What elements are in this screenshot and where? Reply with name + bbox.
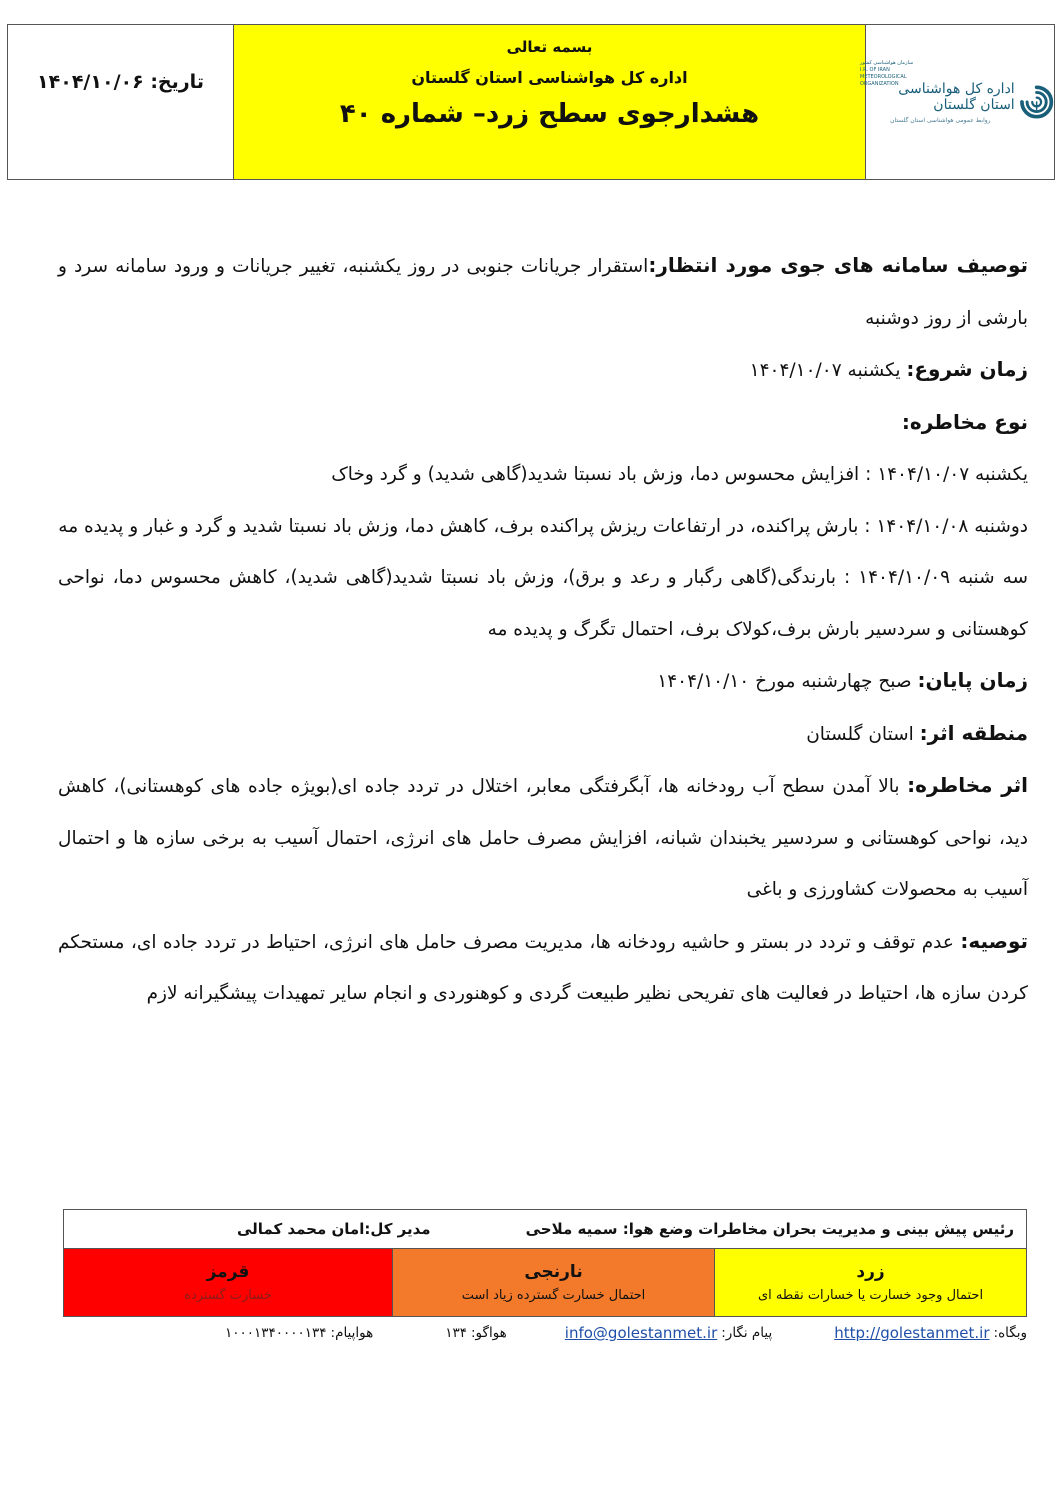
warning-title: هشدارجوی سطح زرد– شماره ۴۰ bbox=[339, 99, 760, 129]
start-section bbox=[58, 344, 1028, 397]
hazard-type-section bbox=[58, 397, 1028, 450]
director-name: مدیر کل:امان محمد کمالی bbox=[237, 1220, 431, 1238]
meteorological-organization-logo-icon bbox=[1019, 78, 1054, 126]
advice-text: عدم توقف و تردد در بستر و حاشیه رودخانه ها، مدیریت مصرف حامل های انرژی، احتیاط در تردد جاده ای، مستحکم کردن سازه ها، احتیاط در فعالیت های تفریحی نظیر طبیعت گردی و کوهنوردی و انجام سایر تمهیدات پیشگیرانه لازم bbox=[58, 931, 1028, 1004]
sms-contact bbox=[225, 1325, 373, 1341]
systems-section bbox=[58, 240, 1028, 344]
systems-label: توصیف سامانه های جوی مورد انتظار: bbox=[648, 253, 1028, 277]
level-red bbox=[64, 1249, 392, 1316]
area-text: استان گلستان bbox=[806, 723, 920, 745]
organization-name: اداره کل هواشناسی استان گلستان bbox=[411, 68, 688, 87]
email-label: پیام نگار: bbox=[721, 1325, 773, 1341]
logo-cell bbox=[860, 25, 1054, 179]
phone-label: هواگو: bbox=[471, 1325, 507, 1341]
area-section bbox=[58, 708, 1028, 761]
title-cell bbox=[234, 25, 866, 179]
logo-persian-subtitle: روابط عمومی هواشناسی استان گلستان bbox=[890, 116, 991, 124]
end-label: زمان پایان: bbox=[917, 668, 1028, 692]
start-label: زمان شروع: bbox=[906, 357, 1028, 381]
level-orange-desc: احتمال خسارت گسترده زیاد است bbox=[461, 1288, 646, 1303]
sms-number: ۱۰۰۰۱۳۴۰۰۰۰۱۳۴ bbox=[225, 1325, 327, 1341]
website-label: وبگاه: bbox=[993, 1325, 1027, 1341]
website-contact bbox=[834, 1324, 1027, 1342]
end-section bbox=[58, 655, 1028, 708]
document-header bbox=[7, 24, 1055, 180]
warning-levels-legend bbox=[64, 1249, 1026, 1316]
forecast-head-name: رئیس پیش بینی و مدیریت بحران مخاطرات وضع هوا: سمیه ملاحی bbox=[525, 1220, 1014, 1238]
organization-logo bbox=[860, 60, 1054, 126]
invocation: بسمه تعالی bbox=[506, 38, 593, 56]
end-text: صبح چهارشنبه مورخ ۱۴۰۴/۱۰/۱۰ bbox=[657, 671, 918, 692]
level-orange bbox=[392, 1249, 714, 1316]
impact-text: بالا آمدن سطح آب رودخانه ها، آبگرفتگی معابر، اختلال در تردد جاده ای(بویژه جاده های کوهستانی)، کاهش دید، نواحی کوهستانی و سردسیر یخبندان شبانه، افزایش مصرف حامل های انرژی، احتمال آسیب به برخی سازه ها و احتمال آسیب به محصولات کشاورزی و باغی bbox=[58, 776, 1028, 900]
level-red-desc: خسارت گسترده bbox=[184, 1288, 272, 1303]
email-contact bbox=[565, 1324, 772, 1342]
footer-table bbox=[63, 1209, 1027, 1317]
level-yellow-desc: احتمال وجود خسارت یا خسارات نقطه ای bbox=[757, 1288, 984, 1303]
level-yellow bbox=[714, 1249, 1026, 1316]
level-orange-title: نارنجی bbox=[524, 1262, 583, 1282]
phone-number: ۱۳۴ bbox=[445, 1325, 467, 1341]
contact-row bbox=[63, 1320, 1027, 1346]
start-text: یکشنبه ۱۴۰۴/۱۰/۰۷ bbox=[749, 360, 907, 381]
signatories-row bbox=[64, 1210, 1026, 1249]
hazard-type-label: نوع مخاطره: bbox=[901, 409, 1028, 434]
sms-label: هواپیام: bbox=[330, 1325, 374, 1341]
logo-persian-title: اداره کل هواشناسی استان گلستان bbox=[898, 80, 1015, 113]
impact-section bbox=[58, 760, 1028, 916]
website-link[interactable]: http://golestanmet.ir bbox=[834, 1324, 990, 1342]
advice-section bbox=[58, 916, 1028, 1020]
level-yellow-title: زرد bbox=[856, 1262, 885, 1282]
email-link[interactable]: info@golestanmet.ir bbox=[564, 1324, 718, 1342]
hazard-day-monday: دوشنبه ۱۴۰۴/۱۰/۰۸ : بارش پراکنده، در ارتفاعات ریزش پراکنده برف، کاهش دما، وزش باد نسبتا شدید و گرد و غبار و پدیده مه bbox=[58, 515, 1028, 537]
impact-label: اثر مخاطره: bbox=[907, 773, 1029, 797]
systems-text: استقرار جریانات جنوبی در روز یکشنبه، تغییر جریانات و ورود سامانه سرد و بارشی از روز دوشنبه bbox=[58, 256, 1028, 329]
phone-contact bbox=[445, 1325, 507, 1341]
logo-text bbox=[860, 60, 1015, 124]
warning-body bbox=[58, 240, 1028, 1020]
date-cell bbox=[8, 25, 234, 179]
area-label: منطقه اثر: bbox=[919, 720, 1028, 745]
hazard-day-tuesday: سه شنبه ۱۴۰۴/۱۰/۰۹ : بارندگی(گاهی رگبار و رعد و برق)، وزش باد نسبتا شدید(گاهی شدید)، کاهش محسوس دما، نواحی کوهستانی و سردسیر بارش برف،کولاک برف، احتمال تگرگ و پدیده مه bbox=[58, 567, 1028, 640]
logo-english-text: سازمان هواشناسی کشور I.R. OF IRAN METEOROLOGICAL ORGANIZATION bbox=[860, 60, 914, 87]
level-red-title: قرمز bbox=[206, 1262, 250, 1282]
issue-date: تاریخ: ۱۴۰۴/۱۰/۰۶ bbox=[37, 71, 204, 93]
advice-label: توصیه: bbox=[960, 928, 1028, 953]
hazard-day-sunday: یکشنبه ۱۴۰۴/۱۰/۰۷ : افزایش محسوس دما، وزش باد نسبتا شدید(گاهی شدید) و گرد وخاک bbox=[331, 464, 1028, 485]
